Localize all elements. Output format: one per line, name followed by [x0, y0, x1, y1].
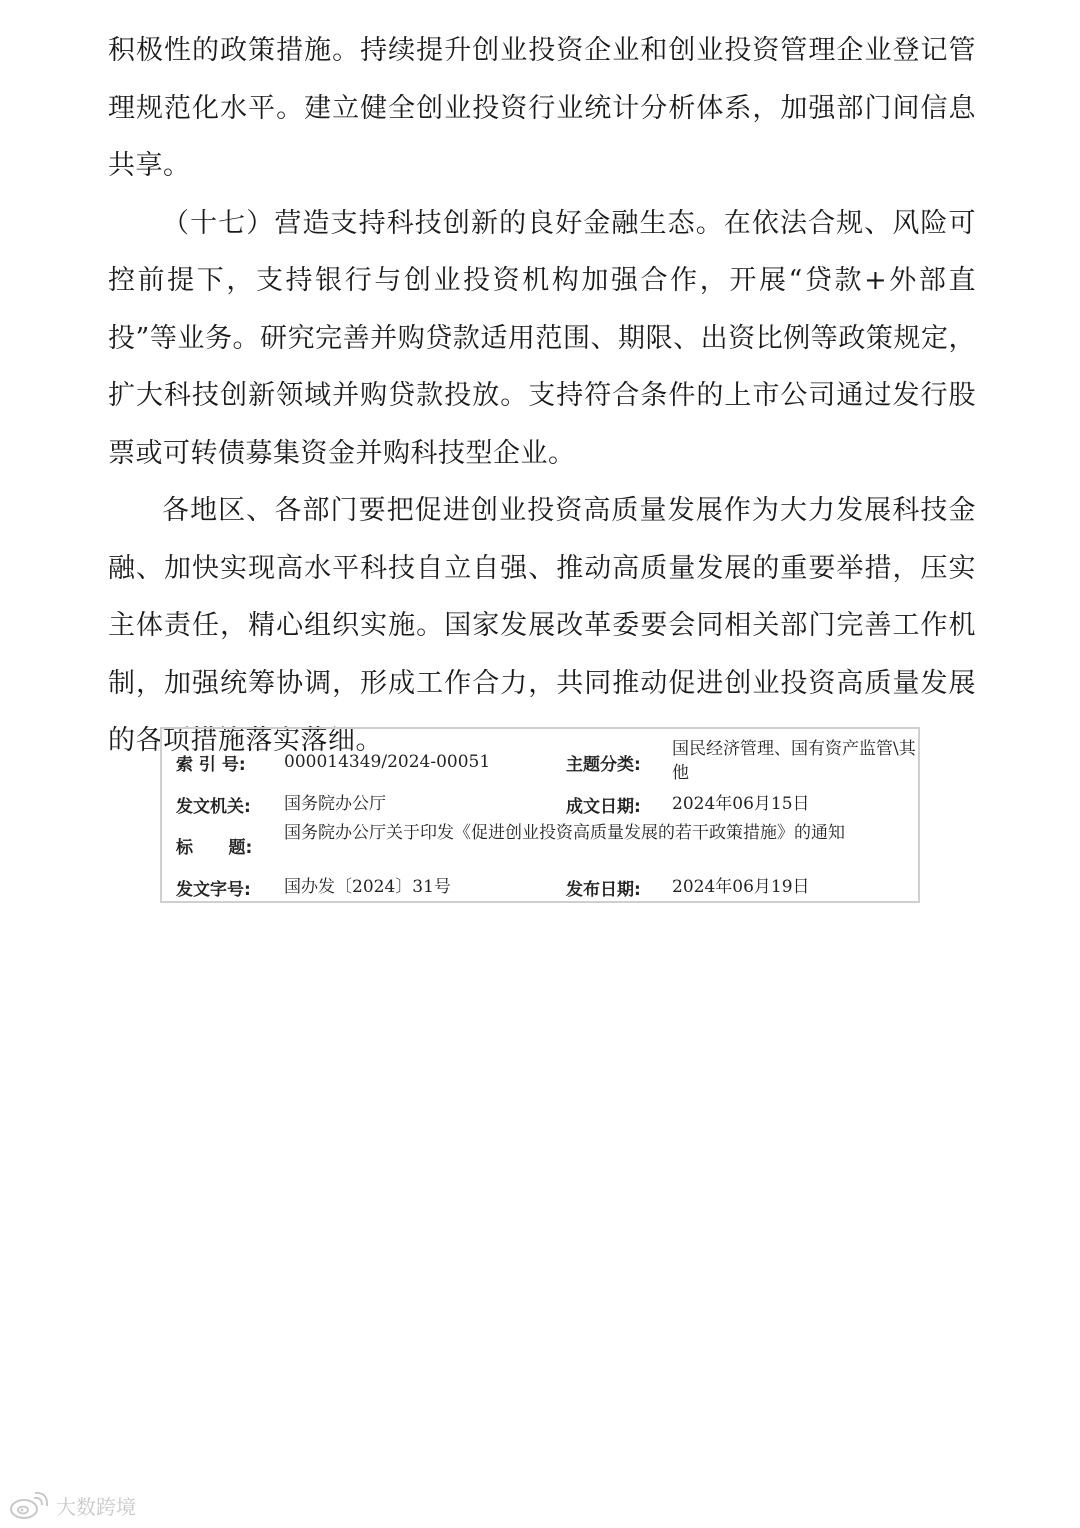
watermark: [8, 1491, 136, 1520]
metadata-row-index: [162, 737, 918, 787]
metadata-row-title: [162, 821, 918, 869]
section-heading: （十七）营造支持科技创新的良好金融生态。: [162, 207, 724, 239]
written-date-label: 成文日期:: [566, 797, 641, 817]
paragraph-text: 积极性的政策措施。持续提升创业投资企业和创业投资管理企业登记管理规范化水平。建立健全创业投资行业统计分析体系，加强部门间信息共享。: [108, 35, 976, 181]
publish-date-label: 发布日期:: [566, 880, 641, 900]
title-value: 国务院办公厅关于印发《促进创业投资高质量发展的若干政策措施》的通知: [284, 823, 845, 843]
weibo-icon: [8, 1492, 50, 1520]
doc-number-label: 发文字号:: [176, 880, 251, 900]
index-label: 索 引 号:: [176, 755, 246, 775]
index-value: 000014349/2024-00051: [284, 752, 491, 772]
document-metadata-table: [160, 727, 920, 903]
doc-number-value: 国办发〔2024〕31号: [284, 877, 451, 897]
issuer-label: 发文机关:: [176, 797, 251, 817]
metadata-row-issuer: [162, 789, 918, 819]
paragraph-text: 在依法合规、风险可控前提下，支持银行与创业投资机构加强合作，开展“贷款+外部直投”等业务。研究完善并购贷款适用范围、期限、出资比例等政策规定，扩大科技创新领域并购贷款投放。支持符合条件的上市公司通过发行股票或可转债募集资金并购科技型企业。: [108, 207, 977, 469]
paragraph-text: 各地区、各部门要把促进创业投资高质量发展作为大力发展科技金融、加快实现高水平科技自立自强、推动高质量发展的重要举措，压实主体责任，精心组织实施。国家发展改革委要会同相关部门完善工作机制，加强统筹协调，形成工作合力，共同推动促进创业投资高质量发展的各项措施落实落细。: [108, 495, 976, 756]
issuer-value: 国务院办公厅: [284, 794, 386, 814]
topic-value: 国民经济管理、国有资产监管\其他: [672, 739, 916, 783]
document-body: [108, 22, 976, 770]
topic-label: 主题分类:: [566, 755, 641, 775]
title-label: 标 题:: [176, 838, 253, 858]
publish-date-value: 2024年06月19日: [672, 877, 810, 897]
written-date-value: 2024年06月15日: [672, 794, 810, 814]
paragraph-continuation: [108, 22, 976, 195]
metadata-row-doc-number: [162, 872, 918, 902]
watermark-text: 大数跨境: [56, 1495, 136, 1519]
paragraph-section-17: [108, 195, 976, 483]
